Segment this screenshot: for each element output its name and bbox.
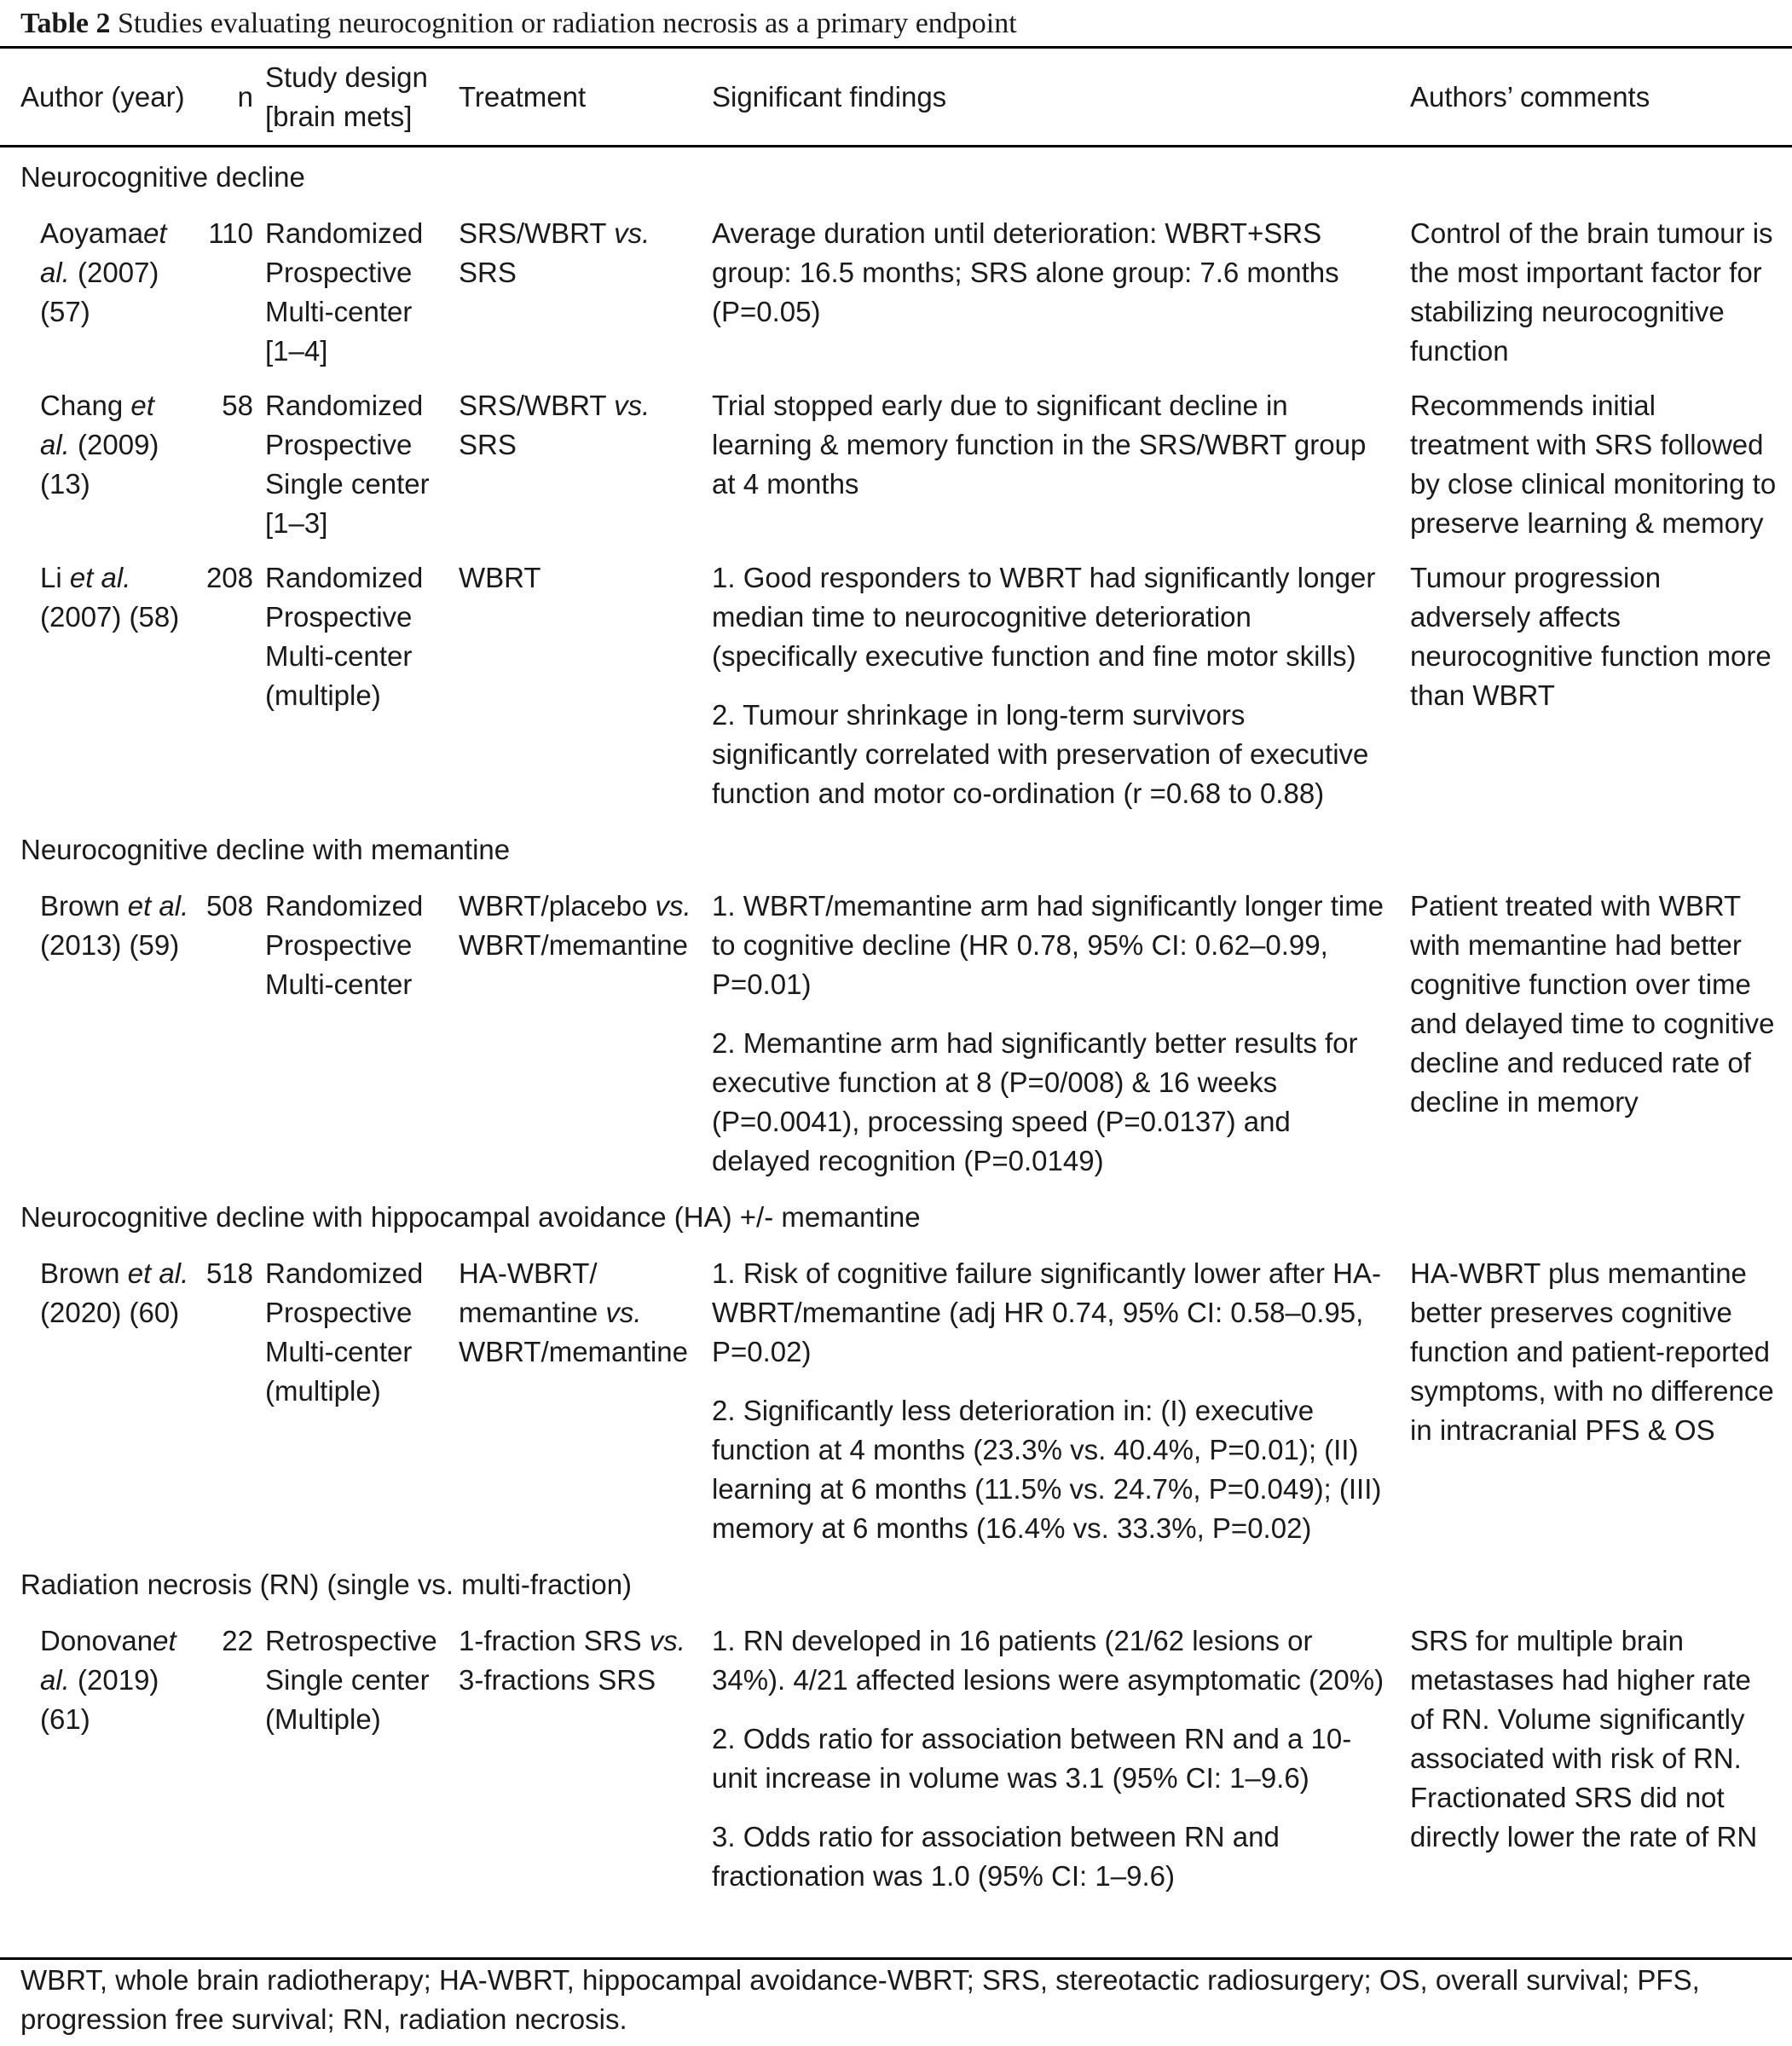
author-part: Brown bbox=[40, 890, 128, 922]
cell-findings bbox=[712, 550, 1410, 820]
cell-author bbox=[0, 550, 190, 820]
author-part: Brown bbox=[40, 1257, 128, 1289]
cell-author bbox=[0, 878, 190, 1188]
treatment-part: SRS bbox=[459, 257, 517, 288]
cell-n: 208 bbox=[205, 562, 253, 593]
author-part: (2009) (13) bbox=[40, 429, 159, 500]
studies-table bbox=[0, 49, 1792, 1903]
author-part: Aoyama bbox=[40, 217, 144, 249]
cell-author bbox=[0, 1613, 190, 1903]
cell-treatment bbox=[459, 205, 712, 378]
cell-comments bbox=[1410, 878, 1792, 1188]
section-title: Neurocognitive decline with hippocampal avoidance (HA) +/- memantine bbox=[20, 1201, 921, 1233]
treatment-text bbox=[459, 1254, 702, 1372]
comment-text: HA-WBRT plus memantine better preserves cognitive function and patient-reported symptoms, with no difference in intracranial PFS & OS bbox=[1410, 1257, 1774, 1446]
treatment-text bbox=[459, 558, 702, 598]
design-line: Retrospective bbox=[265, 1625, 437, 1656]
table-body bbox=[0, 147, 1792, 1904]
cell-design bbox=[265, 878, 459, 1188]
col-header-design: Study design [brain mets] bbox=[265, 49, 459, 147]
table-footnote: WBRT, whole brain radiotherapy; HA-WBRT, hippocampal avoidance-WBRT; SRS, stereotactic radiosurgery; OS, overall survival; PFS, progression free survival; RN, radiation necrosis. bbox=[20, 1964, 1700, 2035]
cell-author bbox=[0, 378, 190, 550]
cell-findings bbox=[712, 1246, 1410, 1555]
top-rule bbox=[0, 46, 1792, 49]
design-line: Prospective bbox=[265, 601, 413, 633]
section-title: Neurocognitive decline bbox=[20, 161, 305, 193]
treatment-part: 1-fraction SRS bbox=[459, 1625, 650, 1656]
section-title: Radiation necrosis (RN) (single vs. multi-fraction) bbox=[20, 1569, 633, 1600]
header-row bbox=[0, 49, 1792, 147]
treatment-part: WBRT/memantine bbox=[459, 1336, 688, 1367]
col-header-findings: Significant findings bbox=[712, 49, 1410, 147]
finding-item: Trial stopped early due to significant decline in learning & memory function in the SRS/WBRT group at 4 months bbox=[712, 390, 1367, 500]
author-part: (2007) (57) bbox=[40, 257, 159, 327]
treatment-part: SRS/WBRT bbox=[459, 390, 615, 421]
treatment-part: vs. bbox=[614, 390, 650, 421]
cell-findings bbox=[712, 878, 1410, 1188]
treatment-part: vs. bbox=[614, 217, 650, 249]
finding-item: 1. Good responders to WBRT had significantly longer median time to neurocognitive deterioration (specifically executive function and fine motor skills) bbox=[712, 562, 1376, 672]
finding-item: 1. WBRT/memantine arm had significantly longer time to cognitive decline (HR 0.78, 95% CI: 0.62–0.99, P=0.01) bbox=[712, 890, 1384, 1000]
design-line: (multiple) bbox=[265, 679, 381, 711]
cell-treatment bbox=[459, 550, 712, 820]
author-part: (2007) (58) bbox=[40, 601, 180, 633]
finding-item: 2. Tumour shrinkage in long-term survivors significantly correlated with preservation of executive function and motor co-ordination (r =0.68 to 0.88) bbox=[712, 699, 1369, 809]
finding-item: 2. Odds ratio for association between RN and a 10-unit increase in volume was 3.1 (95% CI: 1–9.6) bbox=[712, 1723, 1352, 1794]
treatment-part: WBRT/memantine bbox=[459, 929, 688, 961]
cell-treatment bbox=[459, 1613, 712, 1903]
design-line: Single center bbox=[265, 468, 430, 500]
author-part: et al. bbox=[69, 562, 131, 593]
cell-findings bbox=[712, 1613, 1410, 1903]
design-line: Prospective bbox=[265, 929, 413, 961]
finding-item: Average duration until deterioration: WBRT+SRS group: 16.5 months; SRS alone group: 7.6 months (P=0.05) bbox=[712, 217, 1339, 327]
author-part: et al. bbox=[127, 1257, 189, 1289]
finding-item: 1. Risk of cognitive failure significantly lower after HA-WBRT/memantine (adj HR 0.74, 95% CI: 0.58–0.95, P=0.02) bbox=[712, 1257, 1381, 1367]
table-row bbox=[0, 378, 1792, 550]
section-row bbox=[0, 147, 1792, 206]
design-line: Randomized bbox=[265, 390, 424, 421]
col-header-author: Author (year) bbox=[0, 49, 190, 147]
cell-comments bbox=[1410, 1246, 1792, 1555]
author-part: Donovan bbox=[40, 1625, 153, 1656]
treatment-part: SRS/WBRT bbox=[459, 217, 615, 249]
cell-comments bbox=[1410, 378, 1792, 550]
cell-findings bbox=[712, 205, 1410, 378]
design-line: [1–3] bbox=[265, 507, 328, 539]
treatment-part: WBRT/placebo bbox=[459, 890, 656, 922]
cell-author bbox=[0, 1246, 190, 1555]
design-line: Prospective bbox=[265, 1297, 413, 1328]
section-row bbox=[0, 820, 1792, 878]
design-line: Prospective bbox=[265, 429, 413, 460]
cell-design bbox=[265, 1246, 459, 1555]
table-row bbox=[0, 205, 1792, 378]
design-line: Prospective bbox=[265, 257, 413, 288]
treatment-text bbox=[459, 386, 702, 465]
cell-design bbox=[265, 205, 459, 378]
table-row bbox=[0, 550, 1792, 820]
author-part: et al. bbox=[40, 217, 167, 288]
design-line: Randomized bbox=[265, 890, 424, 922]
design-line: (multiple) bbox=[265, 1375, 381, 1407]
cell-design bbox=[265, 550, 459, 820]
comment-text: Tumour progression adversely affects neurocognitive function more than WBRT bbox=[1410, 562, 1772, 711]
design-line: [1–4] bbox=[265, 335, 328, 367]
author-part: Chang bbox=[40, 390, 131, 421]
cell-n: 110 bbox=[208, 217, 253, 249]
treatment-text bbox=[459, 214, 702, 292]
treatment-text bbox=[459, 887, 702, 965]
section-row bbox=[0, 1555, 1792, 1613]
author-part: (2020) (60) bbox=[40, 1297, 180, 1328]
bottom-rule bbox=[0, 1957, 1792, 1960]
table-row bbox=[0, 1246, 1792, 1555]
design-line: Randomized bbox=[265, 217, 424, 249]
design-line: Multi-center bbox=[265, 640, 413, 672]
cell-n: 22 bbox=[222, 1625, 253, 1656]
treatment-part: 3-fractions SRS bbox=[459, 1664, 656, 1696]
treatment-part: vs. bbox=[649, 1625, 685, 1656]
comment-text: SRS for multiple brain metastases had higher rate of RN. Volume significantly associated with risk of RN. Fractionated SRS did not directly lower the rate of RN bbox=[1410, 1625, 1758, 1852]
design-line: Single center bbox=[265, 1664, 430, 1696]
cell-findings bbox=[712, 378, 1410, 550]
design-line: (Multiple) bbox=[265, 1703, 381, 1735]
treatment-part: HA-WBRT/ memantine bbox=[459, 1257, 606, 1328]
design-line: Multi-center bbox=[265, 1336, 413, 1367]
comment-text: Patient treated with WBRT with memantine had better cognitive function over time and delayed time to cognitive decline and reduced rate of decline in memory bbox=[1410, 890, 1775, 1118]
table-row bbox=[0, 878, 1792, 1188]
comment-text: Recommends initial treatment with SRS followed by close clinical monitoring to preserve learning & memory bbox=[1410, 390, 1777, 539]
design-line: Multi-center bbox=[265, 968, 413, 1000]
author-part: et al. bbox=[40, 390, 154, 460]
table-caption bbox=[20, 5, 1017, 43]
treatment-part: vs. bbox=[655, 890, 691, 922]
cell-treatment bbox=[459, 378, 712, 550]
finding-item: 2. Significantly less deterioration in: (I) executive function at 4 months (23.3% vs. 40.4%, P=0.01); (II) learning at 6 months (11.5% vs. 24.7%, P=0.049); (III) memory at 6 months (16.4% vs. 33.3%, P=0.02) bbox=[712, 1395, 1382, 1544]
section-row bbox=[0, 1188, 1792, 1246]
author-part: Li bbox=[40, 562, 70, 593]
treatment-text bbox=[459, 1621, 702, 1700]
cell-n: 508 bbox=[205, 890, 253, 922]
cell-design bbox=[265, 1613, 459, 1903]
col-header-comments: Authors’ comments bbox=[1410, 49, 1792, 147]
cell-n: 518 bbox=[205, 1257, 253, 1289]
treatment-part: vs. bbox=[605, 1297, 642, 1328]
col-header-treatment: Treatment bbox=[459, 49, 712, 147]
cell-treatment bbox=[459, 878, 712, 1188]
author-part: (2019) (61) bbox=[40, 1664, 159, 1735]
table-label: Table 2 bbox=[20, 8, 111, 39]
author-part: et al. bbox=[127, 890, 189, 922]
author-part: et al. bbox=[40, 1625, 176, 1696]
design-line: Randomized bbox=[265, 1257, 424, 1289]
finding-item: 2. Memantine arm had significantly better results for executive function at 8 (P=0/008) & 16 weeks (P=0.0041), processing speed (P=0.0137) and delayed recognition (P=0.0149) bbox=[712, 1027, 1358, 1176]
cell-comments bbox=[1410, 205, 1792, 378]
design-line: Multi-center bbox=[265, 296, 413, 327]
comment-text: Control of the brain tumour is the most important factor for stabilizing neurocognitive function bbox=[1410, 217, 1773, 367]
table-row bbox=[0, 1613, 1792, 1903]
section-title: Neurocognitive decline with memantine bbox=[20, 834, 511, 865]
finding-item: 3. Odds ratio for association between RN and fractionation was 1.0 (95% CI: 1–9.6) bbox=[712, 1821, 1280, 1892]
design-line: Randomized bbox=[265, 562, 424, 593]
cell-comments bbox=[1410, 1613, 1792, 1903]
col-header-n: n bbox=[190, 49, 265, 147]
author-part: (2013) (59) bbox=[40, 929, 180, 961]
cell-n: 58 bbox=[222, 390, 253, 421]
cell-design bbox=[265, 378, 459, 550]
table-title: Studies evaluating neurocognition or radiation necrosis as a primary endpoint bbox=[118, 8, 1017, 39]
finding-item: 1. RN developed in 16 patients (21/62 lesions or 34%). 4/21 affected lesions were asymptomatic (20%) bbox=[712, 1625, 1384, 1696]
cell-comments bbox=[1410, 550, 1792, 820]
treatment-part: WBRT bbox=[459, 562, 541, 593]
cell-author bbox=[0, 205, 190, 378]
cell-treatment bbox=[459, 1246, 712, 1555]
treatment-part: SRS bbox=[459, 429, 517, 460]
